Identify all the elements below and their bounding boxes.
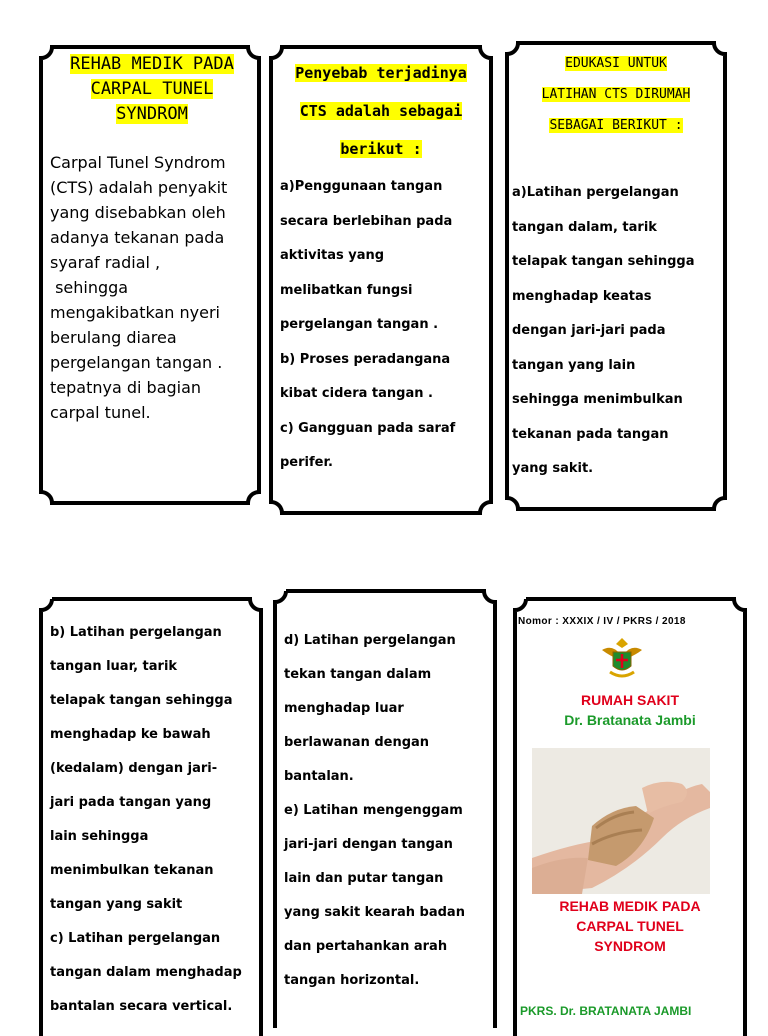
body-line: (CTS) adalah penyakit	[50, 178, 228, 197]
cover-footer: PKRS. Dr. BRATANATA JAMBI	[520, 1004, 692, 1018]
body-line: mengakibatkan nyeri	[50, 303, 220, 322]
body-line: menghadap ke bawah	[50, 727, 211, 742]
body-line: adanya tekanan pada	[50, 228, 225, 247]
body-line: menghadap keatas	[512, 288, 652, 304]
body-line: pergelangan tangan .	[280, 317, 439, 332]
body-line: jari-jari dengan tangan	[284, 837, 453, 852]
body-line: menghadap luar	[284, 701, 404, 716]
body-line: b) Proses peradangana	[280, 351, 451, 367]
body-line: e) Latihan mengenggam	[284, 803, 463, 818]
panel-body	[284, 624, 490, 998]
body-line: bantalan secara vertical.	[50, 999, 233, 1014]
cover-title-line: CARPAL TUNEL	[576, 918, 684, 934]
panel-title	[52, 52, 252, 127]
title-line: LATIHAN CTS DIRUMAH	[541, 87, 691, 102]
hospital-name-line2: Dr. Bratanata Jambi	[564, 712, 696, 728]
body-line: d) Latihan pergelangan	[284, 633, 456, 648]
body-line: tangan luar, tarik	[50, 659, 178, 674]
body-line: carpal tunel.	[50, 403, 151, 422]
body-line: dan pertahankan arah	[284, 939, 448, 954]
panel-title	[274, 54, 488, 168]
body-line: a)Penggunaan tangan	[280, 179, 443, 194]
body-line: (kedalam) dengan jari-	[50, 761, 218, 776]
body-line: berulang diarea	[50, 328, 177, 347]
hospital-name-line1: RUMAH SAKIT	[581, 692, 679, 708]
body-line: yang sakit kearah badan	[284, 905, 465, 920]
panel-exercise-b-c	[38, 596, 264, 1036]
title-line: REHAB MEDIK PADA	[70, 54, 234, 74]
body-line: yang sakit.	[512, 461, 594, 476]
body-line: telapak tangan sehingga	[50, 693, 233, 708]
body-line: c) Latihan pergelangan	[50, 931, 221, 946]
panel-body	[280, 170, 488, 481]
panel-education	[504, 40, 728, 512]
title-line: berikut :	[340, 140, 422, 158]
body-line: melibatkan fungsi	[280, 282, 413, 298]
body-line: tekan tangan dalam	[284, 667, 432, 682]
body-line: tangan yang lain	[512, 357, 636, 373]
title-line: CARPAL TUNEL	[90, 79, 214, 99]
body-line: kibat cidera tangan .	[280, 386, 433, 401]
document-number: Nomor : XXXIX / IV / PKRS / 2018	[518, 616, 686, 627]
title-line: Penyebab terjadinya	[295, 64, 467, 82]
body-line: tangan yang sakit	[50, 897, 183, 912]
body-line: a)Latihan pergelangan	[512, 185, 679, 200]
panel-body	[50, 616, 256, 1024]
body-line: bantalan.	[284, 769, 354, 784]
body-line: tangan dalam menghadap	[50, 965, 242, 980]
body-line: menimbulkan tekanan	[50, 863, 214, 878]
panel-intro	[38, 44, 262, 506]
body-line: aktivitas yang	[280, 248, 385, 263]
body-line: Carpal Tunel Syndrom	[50, 153, 226, 172]
cover-title	[512, 896, 748, 956]
body-line: b) Latihan pergelangan	[50, 625, 222, 640]
title-line: CTS adalah sebagai	[299, 102, 463, 120]
panel-exercise-d-e	[272, 588, 498, 1028]
body-line: tekanan pada tangan	[512, 426, 669, 442]
hospital-emblem-icon	[598, 634, 646, 682]
body-line: tangan horizontal.	[284, 973, 420, 988]
title-line: EDUKASI UNTUK	[565, 56, 667, 71]
body-line: pergelangan tangan .	[50, 353, 223, 372]
title-line: SYNDROM	[116, 104, 188, 124]
body-line: c) Gangguan pada saraf	[280, 420, 456, 436]
body-line: tepatnya di bagian	[50, 378, 202, 397]
cover-title-line: SYNDROM	[594, 938, 666, 954]
title-line: SEBAGAI BERIKUT :	[549, 118, 683, 133]
body-line: dengan jari-jari pada	[512, 323, 666, 338]
body-line: berlawanan dengan	[284, 735, 430, 750]
body-line: sehingga menimbulkan	[512, 392, 683, 407]
panel-body	[512, 176, 720, 487]
body-line: lain sehingga	[50, 829, 149, 844]
body-line: syaraf radial ,	[50, 253, 161, 272]
body-line: sehingga	[50, 278, 129, 297]
cover-title-line: REHAB MEDIK PADA	[559, 898, 701, 914]
panel-cover	[512, 596, 748, 1036]
body-line: jari pada tangan yang	[50, 795, 212, 810]
panel-causes	[268, 44, 494, 516]
body-line: perifer.	[280, 455, 333, 470]
body-line: lain dan putar tangan	[284, 871, 444, 886]
panel-title	[512, 48, 720, 141]
panel-body	[50, 150, 252, 425]
wrist-brace-photo	[532, 748, 710, 894]
body-line: tangan dalam, tarik	[512, 219, 657, 235]
body-line: telapak tangan sehingga	[512, 254, 695, 269]
body-line: secara berlebihan pada	[280, 213, 453, 229]
body-line: yang disebabkan oleh	[50, 203, 226, 222]
